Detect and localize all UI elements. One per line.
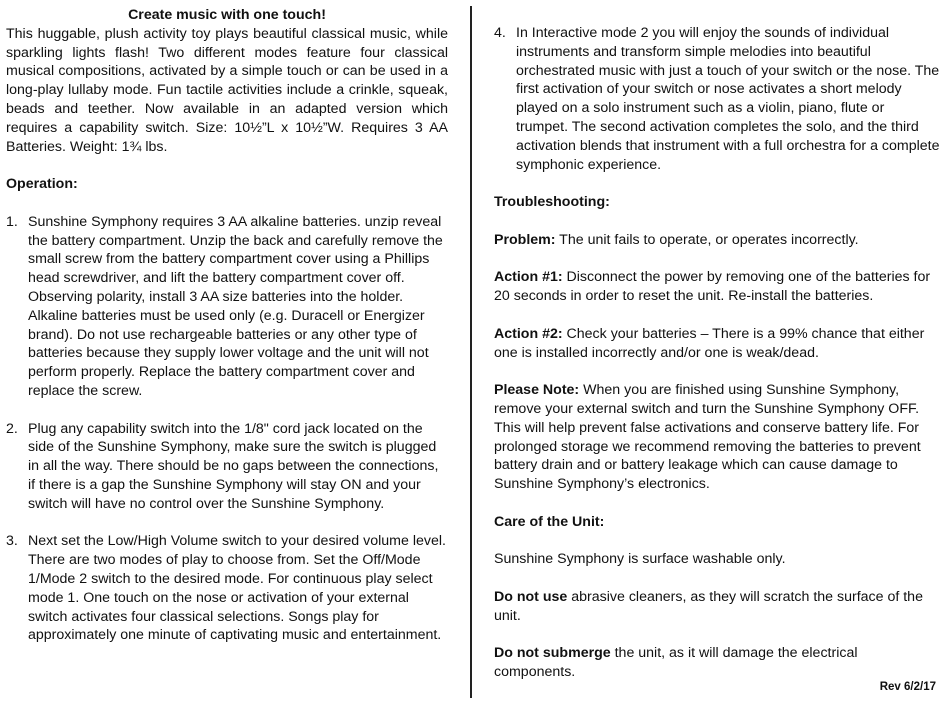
- operation-step-2: [6, 420, 448, 514]
- action1-label: Action #1:: [494, 269, 563, 286]
- operation-step-4: [494, 24, 940, 174]
- donotuse-paragraph: [494, 588, 940, 626]
- problem-label: Problem:: [494, 231, 556, 248]
- action1-text: Disconnect the power by removing one of the batteries for 20 seconds in order to reset the unit. Re-install the batteries.: [494, 269, 931, 305]
- step-text: Next set the Low/High Volume switch to your desired volume level. There are two modes of play to choose from. Set the Off/Mode 1/Mode 2 switch to the desired mode. For continuous play select mode 1. One touch on the nose or activation of your external switch activates four classical selections. Songs play for approximately one minute of captivating music and entertainment.: [28, 533, 446, 644]
- step-number: 4.: [494, 25, 506, 41]
- action2-text: Check your batteries – There is a 99% chance that either one is installed incorrectly and/or one is weak/dead.: [494, 325, 925, 361]
- column-divider: [470, 6, 472, 698]
- troubleshooting-heading: Troubleshooting:: [494, 194, 610, 211]
- right-column: [494, 24, 940, 701]
- step-number: 3.: [6, 533, 18, 550]
- donotsubmerge-paragraph: [494, 644, 940, 682]
- care-paragraph: Sunshine Symphony is surface washable only.: [494, 551, 786, 568]
- action2-label: Action #2:: [494, 325, 563, 342]
- problem-paragraph: [494, 231, 940, 250]
- note-label: Please Note:: [494, 382, 580, 399]
- donotsubmerge-text: the unit, as it will damage the electrical components.: [494, 645, 858, 681]
- step-number: 1.: [6, 213, 18, 230]
- revision-date: Rev 6/2/17: [879, 681, 936, 693]
- operation-step-3: [6, 532, 448, 645]
- step-text: In Interactive mode 2 you will enjoy the sounds of individual instruments and transform simple melodies into beautiful orchestrated music with just a touch of your switch or the nose. The first activation of your switch or nose activates a short melody played on a solo instrument such as a violin, piano, flute or trumpet. The second activation completes the solo, and the third activation blends that instrument with a full orchestra for a complete symphonic experience.: [516, 25, 940, 173]
- action2-paragraph: [494, 325, 940, 363]
- care-heading: Care of the Unit:: [494, 513, 605, 530]
- donotuse-label: Do not use: [494, 588, 568, 605]
- action1-paragraph: [494, 268, 940, 306]
- donotsubmerge-label: Do not submerge: [494, 645, 611, 662]
- left-column: [6, 6, 448, 664]
- operation-step-1: [6, 213, 448, 401]
- intro-paragraph: This huggable, plush activity toy plays beautiful classical music, while sparkling lights flash! Two different modes feature four classical musical compositions, activated by a simple touch or can be used in a long-play lullaby mode. Fun tactile activities include a crinkle, squeak, beads and teether. Now available in an adapted version which requires a capability switch. Size: 10½”L x 10½”W. Requires 3 AA Batteries. Weight: 1¾ lbs.: [6, 25, 448, 155]
- page-title: Create music with one touch!: [128, 7, 326, 23]
- note-paragraph: [494, 381, 940, 494]
- donotuse-text: abrasive cleaners, as they will scratch the surface of the unit.: [494, 588, 923, 624]
- problem-text: The unit fails to operate, or operates incorrectly.: [555, 231, 859, 248]
- step-text: Plug any capability switch into the 1/8" cord jack located on the side of the Sunshine Symphony, make sure the switch is plugged in all the way. There should be no gaps between the connections, if there is a gap the Sunshine Symphony will stay ON and your switch will have no control over the Sunshine Symphony.: [28, 420, 439, 512]
- step-number: 2.: [6, 420, 18, 437]
- step-text: Sunshine Symphony requires 3 AA alkaline batteries. unzip reveal the battery compartment. Unzip the back and carefully remove the small screw from the battery compartment cover using a Phillips head screwdriver, and lift the battery compartment cover off. Observing polarity, install 3 AA size batteries into the holder. Alkaline batteries must be used only (e.g. Duracell or Energizer brand). Do not use rechargeable batteries or any other type of batteries because they supply lower voltage and the unit will not perform properly. Replace the battery compartment cover and replace the screw.: [28, 213, 443, 399]
- operation-heading: Operation:: [6, 176, 78, 193]
- note-text: When you are finished using Sunshine Symphony, remove your external switch and turn the Sunshine Symphony OFF. This will help prevent false activations and conserve battery life. For prolonged storage we recommend removing the batteries to prevent battery drain and or battery leakage which can cause damage to Sunshine Symphony’s electronics.: [494, 382, 921, 493]
